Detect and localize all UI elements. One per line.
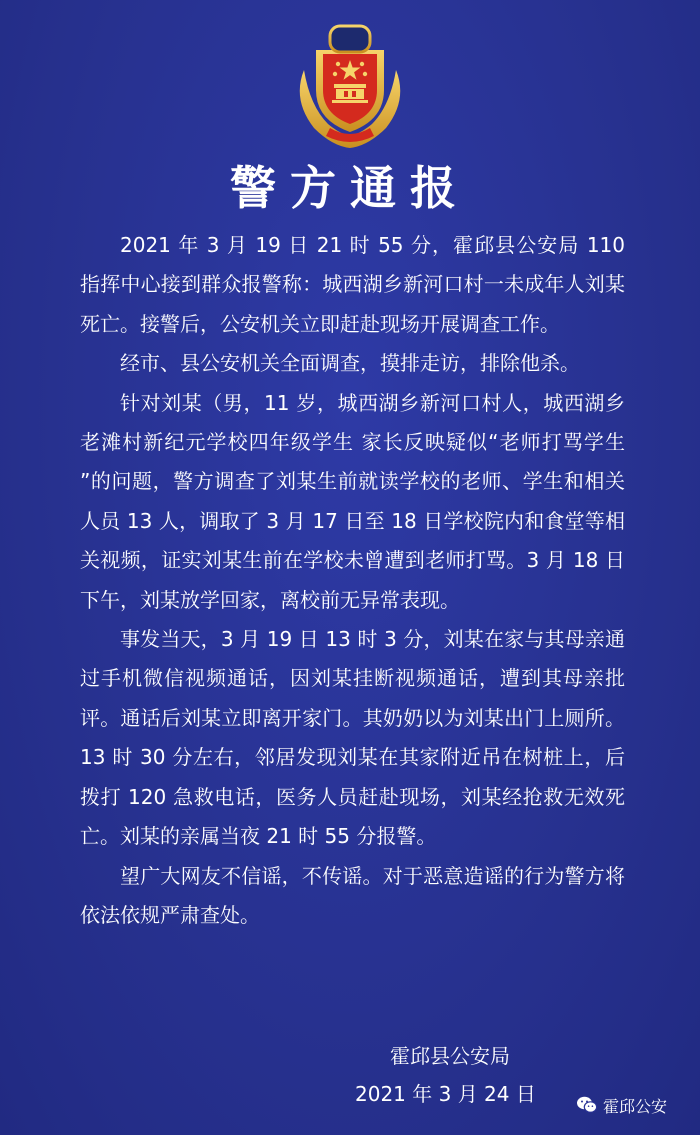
paragraph-1: 2021 年 3 月 19 日 21 时 55 分，霍邱县公安局 110 指挥中心接到群众报警称：城西湖乡新河口村一未成年人刘某死亡。接警后，公安机关立即赶赴现场开展调查工作。 (80, 233, 625, 336)
police-emblem-icon (286, 20, 414, 152)
signature-date: 2021 年 3 月 24 日 (355, 1082, 536, 1106)
paragraph-2: 经市、县公安机关全面调查，摸排走访，排除他杀。 (120, 351, 580, 376)
paragraph-3: 针对刘某（男，11 岁，城西湖乡新河口村人，城西湖乡老滩村新纪元学校四年级学生 家长反映疑似“老师打骂学生 ”的问题，警方调查了刘某生前就读学校的老师、学生和相关人员 13 人，调取了 3 月 17 日至 18 日学校院内和食堂等相关视频，证实刘某生前在学校未曾遭到老师打骂。3 月 18 日下午，刘某放学回家，离校前无异常表现。 (80, 390, 625, 612)
paragraph-4: 事发当天，3 月 19 日 13 时 3 分，刘某在家与其母亲通过手机微信视频通话，因刘某挂断视频通话，遭到其母亲批评。通话后刘某立即离开家门。其奶奶以为刘某出门上厕所。13 时 30 分左右，邻居发现刘某在其家附近吊在树桩上，后拨打 120 急救电话，医务人员赶赴现场，刘某经抢救无效死亡。刘某的亲属当夜 21 时 55 分报警。 (80, 627, 625, 849)
signature-org: 霍邱县公安局 (390, 1044, 510, 1068)
wechat-watermark (576, 1092, 667, 1118)
wechat-icon (576, 1095, 598, 1115)
paragraph-5: 望广大网友不信谣，不传谣。对于恶意造谣的行为警方将依法依规严肃查处。 (80, 863, 625, 927)
notice-title: 警方通报 (230, 161, 470, 215)
watermark-text: 霍邱公安 (603, 1096, 668, 1116)
notice-body (80, 226, 625, 935)
